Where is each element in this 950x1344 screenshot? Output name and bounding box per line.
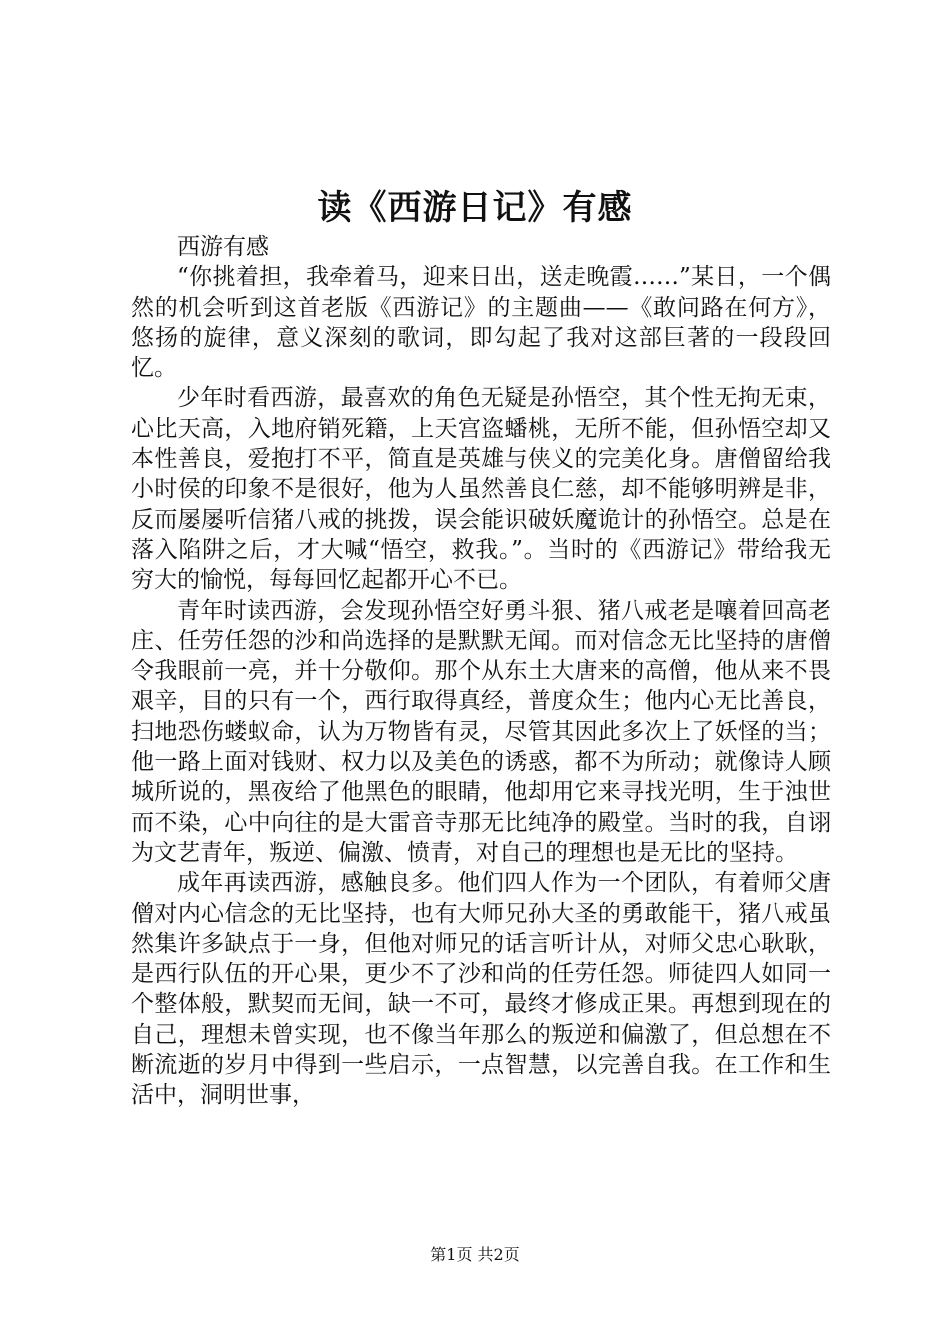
document-title: 读《西游日记》有感	[317, 188, 633, 228]
paragraph-4: 成年再读西游，感触良多。他们四人作为一个团队，有着师父唐僧对内心信念的无比坚持，也有大师兄孙大圣的勇敢能干，猪八戒虽然集许多缺点于一身，但他对师兄的话言听计从，对师父忠心耿耿，是西行队伍的开心果，更少不了沙和尚的任劳任怨。师徒四人如同一个整体般，默契而无间，缺一不可，最终才修成正果。再想到现在的自己，理想未曾实现，也不像当年那么的叛逆和偏激了，但总想在不断流逝的岁月中得到一些启示，一点智慧，以完善自我。在工作和生活中，洞明世事，	[131, 870, 831, 1109]
paragraph-2: 少年时看西游，最喜欢的角色无疑是孙悟空，其个性无拘无束，心比天高，入地府销死籍，上天宫盗蟠桃，无所不能，但孙悟空却又本性善良，爱抱打不平，简直是英雄与侠义的完美化身。唐僧留给我小时侯的印象不是很好，他为人虽然善良仁慈，却不能够明辨是非，反而屡屡听信猪八戒的挑拨，误会能识破妖魔诡计的孙悟空。总是在落入陷阱之后，才大喊“悟空，救我。”。当时的《西游记》带给我无穷大的愉悦，每每回忆起都开心不已。	[131, 385, 831, 594]
page-footer: 第1页 共2页	[430, 1245, 520, 1264]
document-subtitle: 西游有感	[177, 234, 269, 260]
paragraph-1: “你挑着担，我牵着马，迎来日出，送走晚霞……”某日，一个偶然的机会听到这首老版《西游记》的主题曲——《敢问路在何方》，悠扬的旋律，意义深刻的歌词，即勾起了我对这部巨著的一段段回忆。	[131, 264, 831, 382]
paragraph-3: 青年时读西游，会发现孙悟空好勇斗狠、猪八戒老是嚷着回高老庄、任劳任怨的沙和尚选择的是默默无闻。而对信念无比坚持的唐僧令我眼前一亮，并十分敬仰。那个从东土大唐来的高僧，他从来不畏艰辛，目的只有一个，西行取得真经，普度众生；他内心无比善良，扫地恐伤蝼蚁命，认为万物皆有灵，尽管其因此多次上了妖怪的当；他一路上面对钱财、权力以及美色的诱惑，都不为所动；就像诗人顾城所说的，黑夜给了他黑色的眼睛，他却用它来寻找光明，生于浊世而不染，心中向往的是大雷音寺那无比纯净的殿堂。当时的我，自诩为文艺青年，叛逆、偏激、愤青，对自己的理想也是无比的坚持。	[131, 597, 831, 866]
document-body	[131, 232, 831, 1111]
